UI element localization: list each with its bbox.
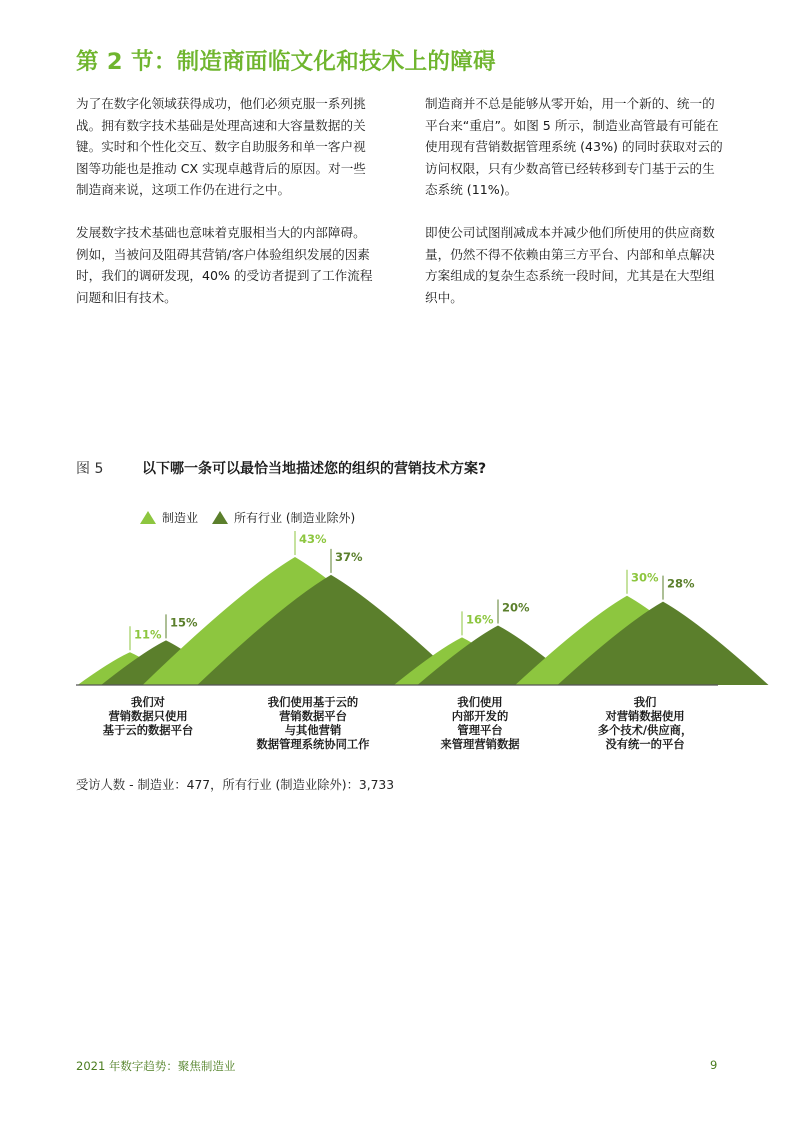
triangle-icon: [212, 511, 228, 524]
paragraph: 发展数字技术基础也意味着克服相当大的内部障碍。例如，当被问及阻碍其营销/客户体验组织发展的因素时，我们的调研发现，40% 的受访者提到了工作流程问题和旧有技术。: [76, 224, 373, 305]
data-label: 11%: [134, 627, 162, 642]
legend-item-all-industries: [212, 509, 355, 526]
bar-chart: [0, 532, 793, 690]
category-label: 我们使用基于云的 营销数据平台 与其他营销 数据管理系统协同工作: [256, 696, 370, 751]
data-label: 30%: [631, 570, 659, 585]
paragraph: 为了在数字化领域获得成功，他们必须克服一系列挑战。拥有数字技术基础是处理高速和大容量数据的关键。实时和个性化交互、数字自助服务和单一客户视图等功能也是推动 CX 实现卓越背后的原因。对一些制造商来说，这项工作仍在进行之中。: [76, 96, 366, 198]
section-title: 第 2 节：制造商面临文化和技术上的障碍: [76, 49, 496, 75]
data-label: 15%: [170, 615, 198, 630]
data-label: 43%: [299, 532, 327, 546]
data-label: 37%: [335, 549, 363, 564]
legend-item-manufacturing: [140, 509, 198, 526]
paragraph: 即使公司试图削减成本并减少他们所使用的供应商数量，仍然不得不依赖由第三方平台、内部和单点解决方案组成的复杂生态系统一段时间，尤其是在大型组织中。: [425, 224, 715, 305]
footer-title: 2021 年数字趋势：聚焦制造业: [76, 1059, 236, 1073]
paragraph: 制造商并不总是能够从零开始，用一个新的、统一的平台来“重启”。如图 5 所示，制造业高管最有可能在使用现有营销数据管理系统 (43%) 的同时获取对云的访问权限，只有少数高管已经转移到专门基于云的生态系统 (11%)。: [425, 96, 723, 198]
data-label: 20%: [502, 600, 530, 615]
data-label: 16%: [466, 612, 494, 627]
figure-label: 图 5: [76, 461, 104, 477]
page-number: 9: [710, 1058, 718, 1072]
right-column: [425, 93, 727, 329]
chart-legend: [140, 509, 369, 526]
left-column: [76, 93, 378, 329]
legend-label: 所有行业 (制造业除外): [234, 511, 356, 525]
triangle-icon: [140, 511, 156, 524]
category-label: 我们对 营销数据只使用 基于云的数据平台: [102, 696, 194, 737]
data-label: 28%: [667, 576, 695, 591]
respondent-note: 受访人数 - 制造业：477，所有行业 (制造业除外)：3,733: [76, 778, 395, 792]
category-label: 我们使用 内部开发的 管理平台 来管理营销数据: [440, 696, 520, 751]
legend-label: 制造业: [162, 511, 199, 525]
figure-title: 以下哪一条可以最恰当地描述您的组织的营销技术方案?: [142, 461, 487, 477]
category-label: 我们 对营销数据使用 多个技术/供应商， 没有统一的平台: [597, 696, 693, 751]
